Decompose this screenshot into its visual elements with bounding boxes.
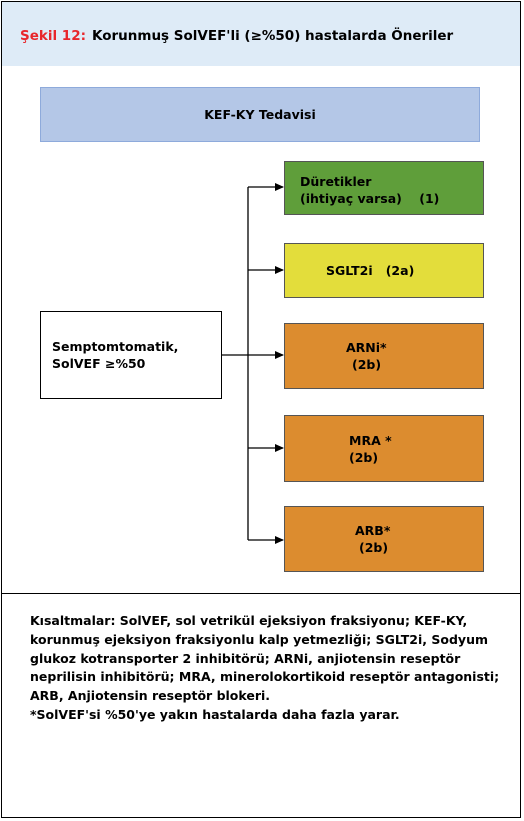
notes-divider — [2, 593, 520, 594]
option-arni — [284, 323, 484, 389]
option-arb — [284, 506, 484, 572]
option-mra — [284, 415, 484, 482]
figure-label: Şekil 12: — [20, 28, 86, 44]
notes-section — [30, 612, 500, 725]
option-diuretics-name: Düretikler — [300, 174, 372, 189]
option-diuretics — [284, 161, 484, 215]
option-arni-class: (2b) — [352, 357, 382, 372]
option-sglt2i — [284, 243, 484, 298]
option-sglt2i-label: SGLT2i (2a) — [326, 263, 415, 278]
option-mra-name: MRA * — [349, 432, 392, 448]
abbreviations-text: Kısaltmalar: SolVEF, sol vetrikül ejeksiyon fraksiyonu; KEF-KY, korunmuş ejeksiyon fraksiyonlu kalp yetmezliği; SGLT2i, Sodyum glukoz kotransporter 2 inhibitörü; ARNi, anjiotensin reseptör neprilisin inhibitörü; MRA, minerolokortikoid reseptör antagonisti; ARB, Anjiotensin reseptör blokeri. — [30, 613, 500, 704]
option-mra-class: (2b) — [349, 449, 379, 465]
option-arb-class: (2b) — [359, 540, 389, 555]
source-line-2: SolVEF ≥%50 — [52, 356, 146, 371]
footnote-text: *SolVEF'si %50'ye yakın hastalarda daha fazla yarar. — [30, 706, 400, 722]
option-diuretics-detail: (ihtiyaç varsa) (1) — [300, 191, 440, 206]
treatment-label: KEF-KY Tedavisi — [204, 107, 316, 122]
figure-title-text: Korunmuş SolVEF'li (≥%50) hastalarda Öneriler — [92, 28, 454, 44]
option-arb-name: ARB* — [355, 523, 391, 538]
source-box — [40, 311, 222, 399]
source-line-1: Semptomtomatik, — [52, 339, 179, 354]
option-arni-name: ARNi* — [346, 340, 387, 355]
